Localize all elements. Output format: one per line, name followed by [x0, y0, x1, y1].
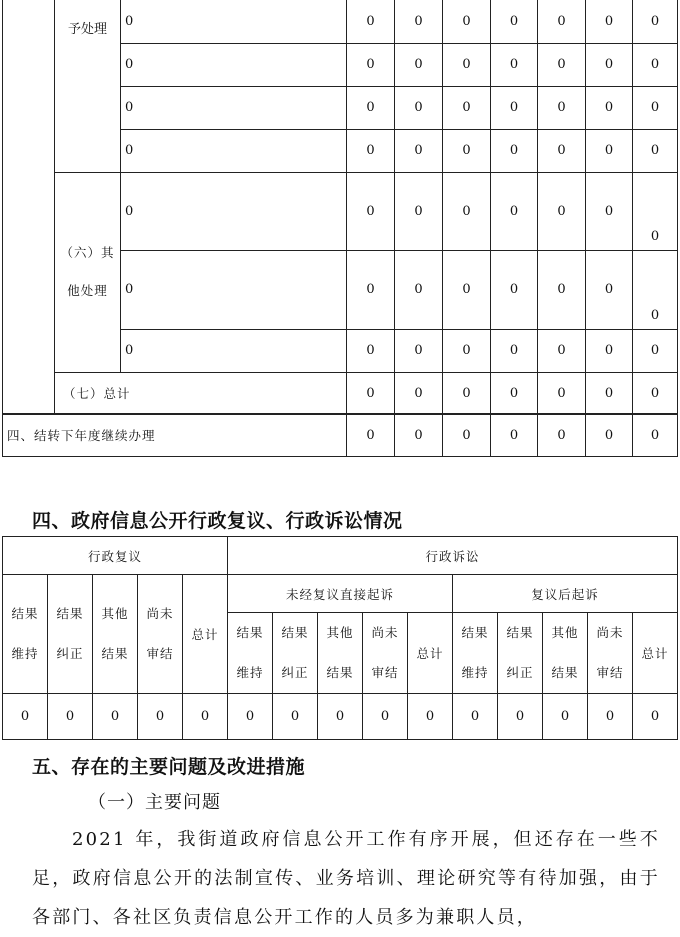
- cell: 0: [491, 329, 538, 372]
- header-text: 维持: [461, 665, 489, 680]
- row-label-handling: 予处理: [55, 0, 121, 172]
- header-text: 审结: [371, 665, 399, 680]
- row-label-other-line1: （六）其: [60, 245, 115, 260]
- cell: 0: [633, 0, 678, 43]
- cell: 0: [121, 0, 347, 43]
- header-admin-litigation: 行政诉讼: [228, 537, 678, 575]
- cell: 0: [543, 694, 588, 740]
- cell: 0: [347, 129, 395, 172]
- header-pending: [138, 575, 183, 694]
- table-row: [3, 537, 678, 575]
- cell: 0: [538, 129, 586, 172]
- cell: 0: [491, 372, 538, 414]
- cell: 0: [491, 250, 538, 329]
- cell: 0: [491, 414, 538, 457]
- cell: 0: [633, 414, 678, 457]
- header-result-correct: [48, 575, 93, 694]
- header-text: 尚未: [146, 606, 174, 621]
- header-admin-review: 行政复议: [3, 537, 228, 575]
- cell: 0: [633, 250, 678, 329]
- cell: 0: [347, 250, 395, 329]
- cell: 0: [395, 43, 443, 86]
- cell: 0: [395, 414, 443, 457]
- cell: 0: [443, 129, 491, 172]
- header-text: 纠正: [506, 665, 534, 680]
- header-text: 维持: [11, 646, 39, 661]
- cell: 0: [491, 0, 538, 43]
- subheading-main-problems: （一）主要问题: [88, 792, 221, 813]
- table-row: [3, 694, 678, 740]
- header-text: 结果: [461, 625, 489, 640]
- cell: 0: [347, 43, 395, 86]
- cell: 0: [408, 694, 453, 740]
- header-text: 尚未: [596, 625, 624, 640]
- cell: 0: [633, 86, 678, 129]
- header-text: 纠正: [281, 665, 309, 680]
- cell: 0: [443, 43, 491, 86]
- cell: 0: [633, 172, 678, 250]
- cell: 0: [48, 694, 93, 740]
- header-total: 总计: [633, 613, 678, 694]
- section-heading-problems: 五、存在的主要问题及改进措施: [32, 756, 306, 778]
- header-text: 结果: [56, 606, 84, 621]
- header-text: 结果: [101, 646, 129, 661]
- cell: 0: [318, 694, 363, 740]
- header-text: 结果: [281, 625, 309, 640]
- cell: 0: [586, 86, 633, 129]
- cell: 0: [395, 372, 443, 414]
- header-text: 结果: [11, 606, 39, 621]
- cell: 0: [363, 694, 408, 740]
- header-direct-suit: 未经复议直接起诉: [228, 575, 453, 613]
- cell: 0: [121, 86, 347, 129]
- cell: 0: [395, 0, 443, 43]
- cell: 0: [586, 329, 633, 372]
- cell: 0: [538, 329, 586, 372]
- carry-over-table: [2, 413, 678, 457]
- row-label-total: （七）总计: [55, 372, 347, 414]
- cell: 0: [443, 0, 491, 43]
- table-row: [3, 414, 678, 457]
- cell: 0: [347, 0, 395, 43]
- cell: 0: [3, 694, 48, 740]
- cell: 0: [498, 694, 543, 740]
- cell: 0: [633, 129, 678, 172]
- header-text: 结果: [506, 625, 534, 640]
- row-label-other-line2: 他处理: [67, 283, 108, 298]
- header-result-maintain: [453, 613, 498, 694]
- outer-group-cell: [3, 0, 55, 414]
- cell: 0: [395, 250, 443, 329]
- cell: 0: [586, 372, 633, 414]
- header-pending: [588, 613, 633, 694]
- header-text: 其他: [551, 625, 579, 640]
- cell: 0: [538, 250, 586, 329]
- cell: 0: [138, 694, 183, 740]
- cell: 0: [538, 86, 586, 129]
- header-text: 审结: [146, 646, 174, 661]
- header-result-maintain: [3, 575, 48, 694]
- header-after-review-suit: 复议后起诉: [453, 575, 678, 613]
- cell: 0: [588, 694, 633, 740]
- cell: 0: [443, 172, 491, 250]
- table-row: [3, 172, 678, 250]
- cell: 0: [586, 414, 633, 457]
- cell: 0: [586, 0, 633, 43]
- cell: 0: [347, 86, 395, 129]
- cell: 0: [395, 86, 443, 129]
- header-other-result: [93, 575, 138, 694]
- cell: 0: [443, 250, 491, 329]
- cell: 0: [538, 372, 586, 414]
- header-result-maintain: [228, 613, 273, 694]
- cell: 0: [121, 329, 347, 372]
- cell: 0: [395, 172, 443, 250]
- cell: 0: [347, 372, 395, 414]
- header-text: 结果: [236, 625, 264, 640]
- cell: 0: [443, 86, 491, 129]
- header-text: 尚未: [371, 625, 399, 640]
- header-total: 总计: [183, 575, 228, 694]
- cell: 0: [121, 43, 347, 86]
- table-row: [3, 372, 678, 414]
- cell: 0: [538, 172, 586, 250]
- header-text: 结果: [326, 665, 354, 680]
- cell: 0: [491, 129, 538, 172]
- section-heading-review-litigation: 四、政府信息公开行政复议、行政诉讼情况: [32, 510, 403, 532]
- header-total: 总计: [408, 613, 453, 694]
- row-label-carry-over: 四、结转下年度继续办理: [3, 414, 347, 457]
- header-pending: [363, 613, 408, 694]
- cell: 0: [586, 43, 633, 86]
- cell: 0: [347, 172, 395, 250]
- cell: 0: [273, 694, 318, 740]
- cell: 0: [538, 43, 586, 86]
- cell: 0: [93, 694, 138, 740]
- cell: 0: [121, 129, 347, 172]
- cell: 0: [586, 250, 633, 329]
- cell: 0: [491, 172, 538, 250]
- header-text: 其他: [326, 625, 354, 640]
- cell: 0: [491, 43, 538, 86]
- cell: 0: [633, 372, 678, 414]
- cell: 0: [633, 694, 678, 740]
- header-text: 纠正: [56, 646, 84, 661]
- cell: 0: [633, 43, 678, 86]
- header-text: 维持: [236, 665, 264, 680]
- cell: 0: [347, 329, 395, 372]
- cell: 0: [395, 129, 443, 172]
- cell: 0: [633, 329, 678, 372]
- cell: 0: [491, 86, 538, 129]
- header-other-result: [318, 613, 363, 694]
- cell: 0: [347, 414, 395, 457]
- cell: 0: [443, 372, 491, 414]
- cell: 0: [121, 172, 347, 250]
- table-row: [3, 0, 678, 43]
- cell: 0: [443, 414, 491, 457]
- cell: 0: [183, 694, 228, 740]
- header-other-result: [543, 613, 588, 694]
- cell: 0: [121, 250, 347, 329]
- cell: 0: [586, 129, 633, 172]
- header-text: 审结: [596, 665, 624, 680]
- cell: 0: [453, 694, 498, 740]
- header-text: 结果: [551, 665, 579, 680]
- cell: 0: [443, 329, 491, 372]
- header-text: 其他: [101, 606, 129, 621]
- table-row: [3, 575, 678, 613]
- header-result-correct: [273, 613, 318, 694]
- header-result-correct: [498, 613, 543, 694]
- cell: 0: [395, 329, 443, 372]
- cell: 0: [538, 414, 586, 457]
- disclosure-stats-table: [2, 0, 678, 415]
- cell: 0: [538, 0, 586, 43]
- cell: 0: [228, 694, 273, 740]
- row-label-other-handling: [55, 172, 121, 372]
- body-paragraph: 2021 年，我街道政府信息公开工作有序开展，但还存在一些不足，政府信息公开的法制宣传、业务培训、理论研究等有待加强，由于各部门、各社区负责信息公开工作的人员多为兼职人员，: [32, 829, 660, 928]
- cell: 0: [586, 172, 633, 250]
- review-litigation-table: [2, 536, 678, 740]
